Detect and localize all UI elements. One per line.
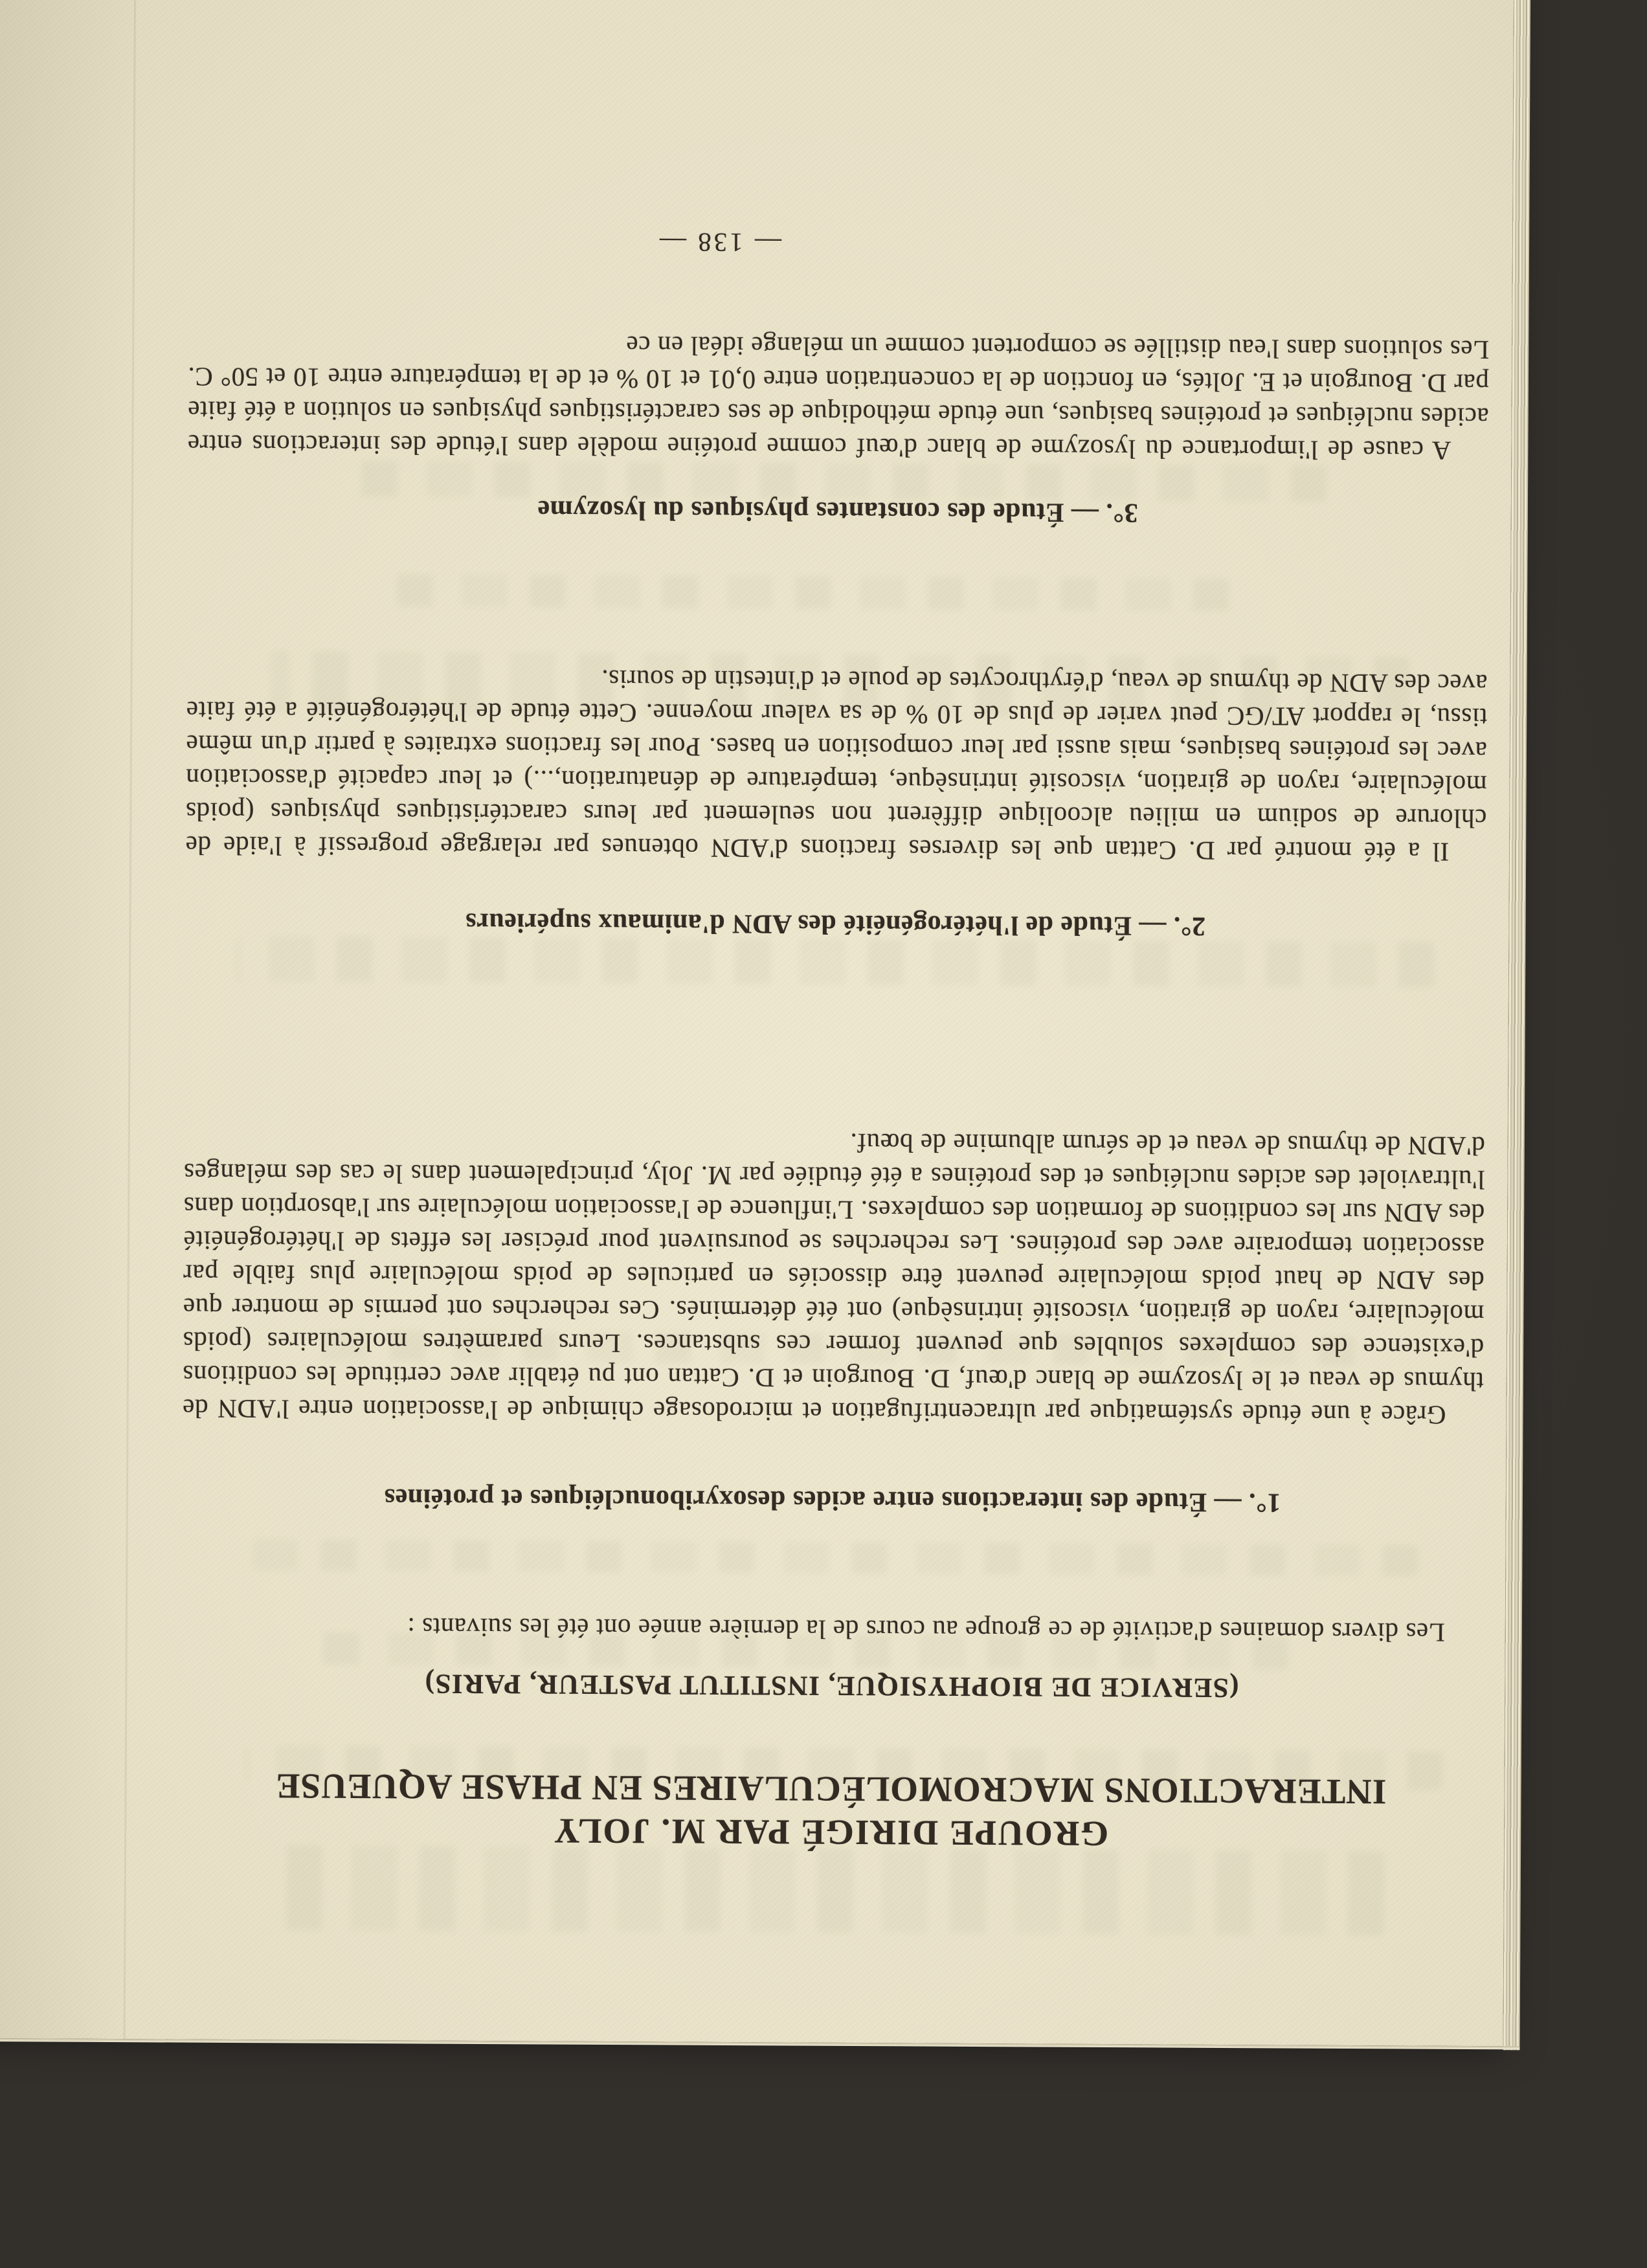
book-page-stack-edge: [1503, 0, 1530, 2050]
page-number: — 138 —: [656, 227, 782, 258]
section-3-paragraph: A cause de l'importance du lysozyme de blanc d'œuf comme protéine modèle dans l'étude des interactions entre acides nucléiques et protéines basiques, une étude méthodique de ses caractéristiques physiques en solution a été faite par D. Bourgoin et E. Joltés, en fonction de la concentration entre 0,01 et 10 % et de la température entre 10 et 50° C. Les solutions dans l'eau distillée se comportent comme un mélange idéal en ce: [187, 331, 1490, 466]
bleed-through-text: [283, 1845, 1384, 1935]
section-3-heading: 3°. — Étude des constantes physiques du lysozyme: [537, 495, 1138, 528]
section-2-heading: 2°. — Étude de l'hétérogénéité des ADN d'animaux supérieurs: [465, 907, 1206, 941]
gutter-shadow: [0, 0, 174, 2039]
bleed-through-text: [252, 1539, 1418, 1576]
group-title-line: GROUPE DIRIGÉ PAR M. JOLY: [552, 1811, 1109, 1854]
section-2-paragraph: Il a été montré par D. Cattan que les diverses fractions d'ADN obtenues par relargage progressif à l'aide de chlorure de sodium en milieu alcoolique diffèrent non seulement par leurs caractéristiques physiques (poids moléculaire, rayon de giration, viscosité intrinsèque, température de dénaturation,...) et leur capacité d'association avec les protéines basiques, mais aussi par leur composition en bases. Pour les fractions extraites à partir d'un même tissu, le rapport AT/GC peut varier de plus de 10 % de sa valeur moyenne. Cette étude de l'hétérogénéité a été faite avec des ADN de thymus de veau, d'érythrocytes de poule et d'intestin de souris.: [185, 664, 1488, 867]
page-content: [179, 0, 1492, 2046]
service-subtitle-line: (SERVICE DE BIOPHYSIQUE, INSTITUT PASTEUR, PARIS): [424, 1668, 1239, 1704]
section-1-heading: 1°. — Étude des interactions entre acides desoxyribonucléiques et protéines: [384, 1483, 1281, 1518]
section-1-paragraph: Grâce à une étude systématique par ultracentrifugation et microdosage chimique de l'association entre l'ADN de thymus de veau et le lysozyme de blanc d'œuf, D. Bourgoin et D. Cattan ont pu établir avec certitude les conditions d'existence des complexes solubles que peuvent former ces substances. Leurs paramètres moléculaires (poids moléculaire, rayon de giration, viscosité intrinsèque) ont été déterminés. Ces recherches ont permis de montrer que des ADN de haut poids moléculaire peuvent être dissociés en particules de poids moléculaire plus faible par association temporaire avec des protéines. Les recherches se poursuivent pour préciser les effets de l'hétérogénéité des ADN sur les conditions de formation des complexes. L'influence de l'association moléculaire sur l'absorption dans l'ultraviolet des acides nucléiques et des protéines a été étudiée par M. Joly, principalement dans le cas des mélanges d'ADN de thymus de veau et de sérum albumine de bœuf.: [182, 1128, 1485, 1430]
intro-paragraph: Les divers domaines d'activité de ce groupe au cours de la dernière année ont été les suivants :: [407, 1612, 1445, 1648]
bleed-through-text: [387, 574, 1229, 611]
report-title-line: INTERACTIONS MACROMOLÉCULAIRES EN PHASE AQUEUSE: [275, 1766, 1387, 1812]
